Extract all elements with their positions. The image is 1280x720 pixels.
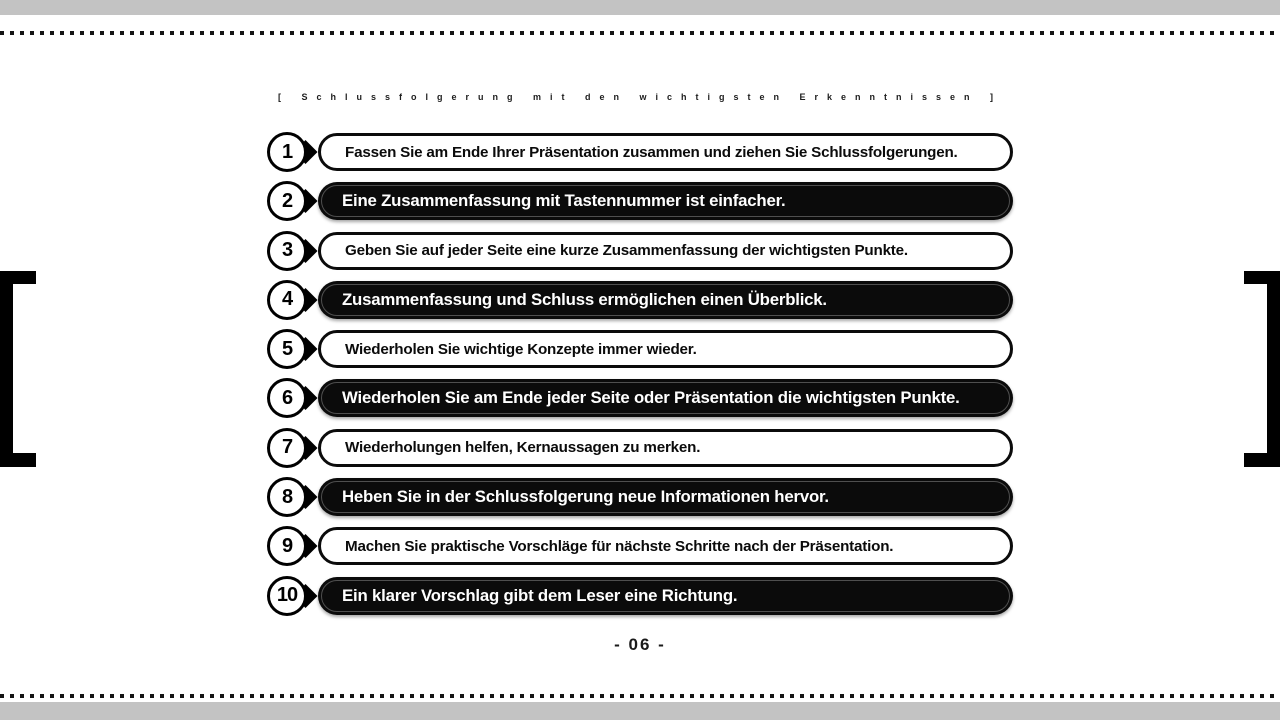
item-text: Geben Sie auf jeder Seite eine kurze Zusammenfassung der wichtigsten Punkte. — [345, 242, 908, 260]
left-bracket-decoration — [0, 271, 36, 467]
item-number: 10 — [267, 576, 307, 616]
item-pill — [318, 577, 1013, 615]
item-number: 5 — [267, 329, 307, 369]
list-item — [267, 132, 1013, 172]
item-text: Zusammenfassung und Schluss ermöglichen einen Überblick. — [342, 289, 827, 309]
list-item — [267, 477, 1013, 517]
item-number-badge — [267, 526, 307, 566]
item-number: 1 — [267, 132, 307, 172]
list-item — [267, 576, 1013, 616]
item-text: Heben Sie in der Schlussfolgerung neue Informationen hervor. — [342, 487, 829, 507]
item-number-badge — [267, 181, 307, 221]
list-item — [267, 181, 1013, 221]
item-text: Wiederholen Sie am Ende jeder Seite oder Präsentation die wichtigsten Punkte. — [342, 388, 960, 408]
item-pill — [318, 478, 1013, 516]
item-pill — [318, 429, 1013, 467]
page-number: - 06 - — [614, 635, 666, 654]
item-number: 6 — [267, 378, 307, 418]
list-item — [267, 231, 1013, 271]
item-number-badge — [267, 231, 307, 271]
numbered-list — [267, 132, 1013, 625]
item-pill — [318, 133, 1013, 171]
item-number-badge — [267, 428, 307, 468]
list-item — [267, 428, 1013, 468]
item-number-badge — [267, 132, 307, 172]
item-number-badge — [267, 329, 307, 369]
item-pill — [318, 182, 1013, 220]
item-text: Wiederholungen helfen, Kernaussagen zu merken. — [345, 439, 701, 457]
bottom-dotted-divider — [0, 694, 1280, 698]
item-number: 8 — [267, 477, 307, 517]
item-text: Machen Sie praktische Vorschläge für nächste Schritte nach der Präsentation. — [345, 537, 894, 555]
item-number-badge — [267, 378, 307, 418]
list-item — [267, 378, 1013, 418]
list-item — [267, 329, 1013, 369]
item-number: 9 — [267, 526, 307, 566]
item-number: 3 — [267, 231, 307, 271]
item-number: 7 — [267, 428, 307, 468]
item-text: Wiederholen Sie wichtige Konzepte immer wieder. — [345, 340, 697, 358]
bottom-frame-bar — [0, 702, 1280, 720]
item-number-badge — [267, 280, 307, 320]
item-text: Fassen Sie am Ende Ihrer Präsentation zusammen und ziehen Sie Schlussfolgerungen. — [345, 143, 958, 161]
right-bracket-decoration — [1244, 271, 1280, 467]
item-text: Eine Zusammenfassung mit Tastennummer ist einfacher. — [342, 191, 786, 211]
top-frame-bar — [0, 0, 1280, 15]
list-item — [267, 280, 1013, 320]
item-number: 2 — [267, 181, 307, 221]
list-item — [267, 526, 1013, 566]
top-dotted-divider — [0, 31, 1280, 35]
item-pill — [318, 379, 1013, 417]
item-pill — [318, 281, 1013, 319]
item-number-badge — [267, 576, 307, 616]
item-pill — [318, 330, 1013, 368]
item-number-badge — [267, 477, 307, 517]
item-number: 4 — [267, 280, 307, 320]
header-label: [ Schlussfolgerung mit den wichtigsten Erkenntnissen ] — [277, 92, 1003, 102]
item-pill — [318, 527, 1013, 565]
item-pill — [318, 232, 1013, 270]
item-text: Ein klarer Vorschlag gibt dem Leser eine Richtung. — [342, 585, 738, 605]
